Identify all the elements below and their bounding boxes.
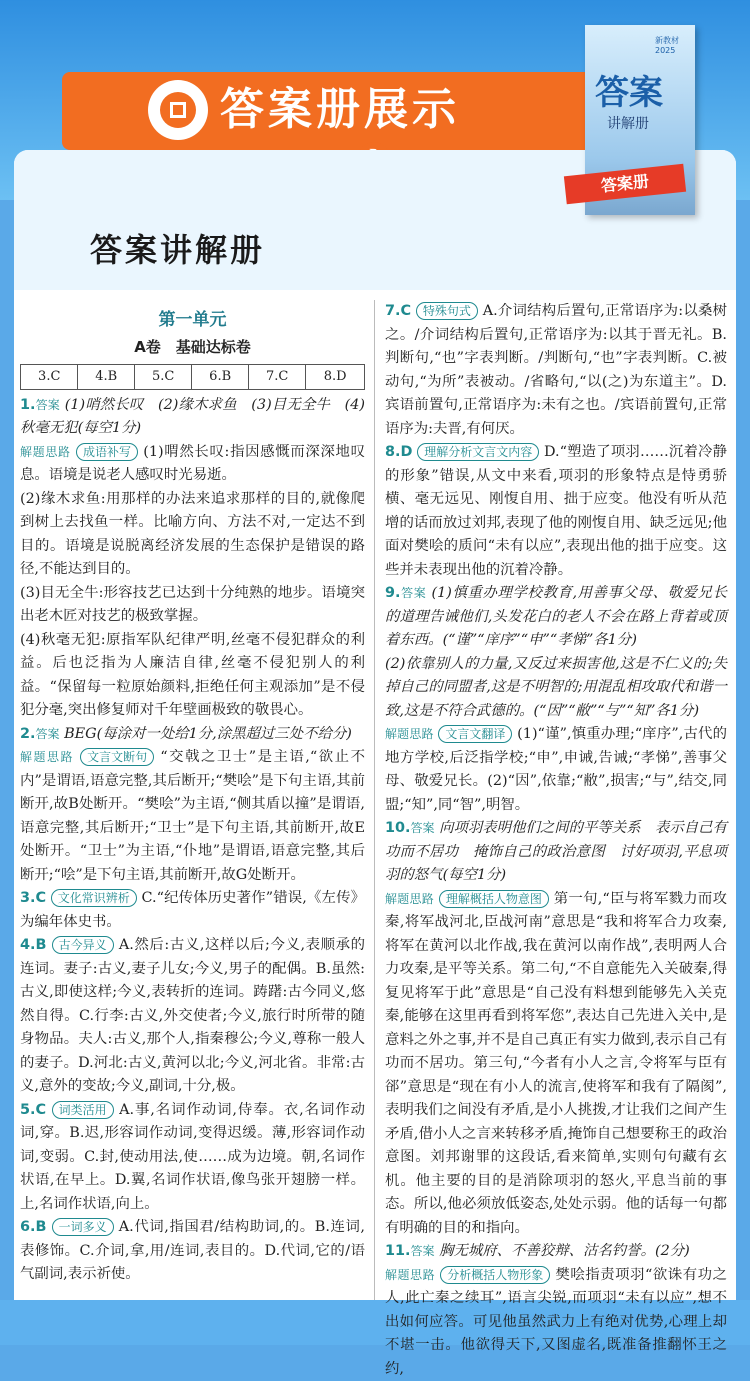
q9-analysis: 解题思路 文言文翻译 (1)“谨”,慎重办理;“庠序”,古代的地方学校,后泛指学校;“申”,申诫,告诫;“孝悌”,善事父母、敬爱兄长。(2)“因”,依靠;“敝”,损害;“与”,结交,同盟;“知”,同“智”,明智。	[385, 723, 727, 817]
book-cover	[585, 25, 695, 215]
q11-answer: 11.答案 胸无城府、不善狡辩、沽名钓誉。(2分)	[385, 1240, 727, 1264]
answer-cell: 4.B	[78, 365, 135, 390]
left-column	[20, 300, 365, 1287]
answer-cell: 7.C	[248, 365, 305, 390]
card-title: 答案讲解册	[90, 225, 265, 271]
q6: 6.B 一词多义 A.代词,指国君/结构助词,的。B.连词,表修饰。C.介词,拿,用/连词,表目的。D.代词,它的/语气副词,表示祈使。	[20, 1216, 365, 1287]
unit-title: 第一单元	[20, 306, 365, 334]
book-year: 新教材 2025	[655, 35, 695, 55]
q2-analysis: 解题思路 文言文断句 “交戟之卫士”是主语,“欲止不内”是谓语,语意完整,其后断开;“樊哙”是下句主语,其前断开,故B处断开。“樊哙”为主语,“侧其盾以撞”是谓语,语意完整,其后断开;“卫士”是下句主语,其前断开,故E处断开。“卫士”为主语,“仆地”是谓语,语意完整,其后断开;“哙”是下句主语,其前断开,故G处断开。	[20, 746, 365, 887]
q1-p4: (4)秋毫无犯:原指军队纪律严明,丝毫不侵犯群众的利益。后也泛指为人廉洁自律,丝毫不侵犯别人的利益。“保留每一粒原始颜料,拒绝任何主观添加”是不侵犯分毫,突出修复师对千年壁画极致的敬畏心。	[20, 629, 365, 723]
q5: 5.C 词类活用 A.事,名词作动词,侍奉。衣,名词作动词,穿。B.迟,形容词作动词,变得迟缓。薄,形容词作动词,变弱。C.封,使动用法,使……成为边境。朝,名词作状语,在早上。D.翼,名词作状语,像鸟张开翅膀一样。上,名词作状语,向上。	[20, 1099, 365, 1217]
q9-answer-1: 9.答案 (1)慎重办理学校教育,用善事父母、敬爱兄长的道理告诫他们,头发花白的老人不会在路上背着或顶着东西。(“谨”“庠序”“申”“孝悌”各1分)	[385, 582, 727, 653]
column-divider	[374, 300, 375, 1300]
answer-cell: 3.C	[21, 365, 78, 390]
q2-tag: 文言文断句	[80, 748, 154, 766]
book-icon	[148, 80, 208, 140]
q10-answer: 10.答案 向项羽表明他们之间的平等关系 表示自己有功而不居功 掩饰自己的政治意图 讨好项羽,平息项羽的怒气(每空1分)	[385, 817, 727, 888]
q8: 8.D 理解分析文言文内容 D.“塑造了项羽……沉着冷静的形象”错误,从文中来看,项羽的形象特点是恃勇骄横、毫无远见、刚愎自用、拙于应变。他没有听从范增的话而放过刘邦,表现了他的刚愎自用、缺乏远见;他面对樊哙的质问“未有以应”,表现出他的拙于应变。这些并未表现出他的沉着冷静。	[385, 441, 727, 582]
paper-title: A卷 基础达标卷	[20, 334, 365, 360]
q1-p3: (3)目无全牛:形容技艺已达到十分纯熟的地步。语境突出老木匠对技艺的极致掌握。	[20, 582, 365, 629]
q2-answer: 2.答案 BEG(每涂对一处给1分,涂黑超过三处不给分)	[20, 723, 365, 747]
q9-answer-2: (2)依靠别人的力量,又反过来损害他,这是不仁义的;失掉自己的同盟者,这是不明智的;用混乱相攻取代和谐一致,这是不符合武德的。(“因”“敝”“与”“知”各1分)	[385, 653, 727, 724]
answer-cell: 5.C	[134, 365, 191, 390]
answer-table	[20, 364, 365, 390]
answer-cell: 6.B	[192, 365, 249, 390]
book-tag: 答案册	[564, 164, 686, 204]
q10-analysis: 解题思路 理解概括人物意图 第一句,“臣与将军戮力而攻秦,将军战河北,臣战河南”意思是“我和将军合力攻秦,将军在黄河以北作战,我在黄河以南作战”,表明两人合力攻秦,是平等关系。第二句,“不自意能先入关破秦,得复见将军于此”意思是“自己没有料想到能够先入关克秦,能够在这里再看到将军您”,表达自己先进入关中,是意料之外之事,并不是自己真正有实力做到,表示自己有功而不居功。第三句,“今者有小人之言,令将军与臣有郤”意思是“现在有小人的流言,使将军和我有了隔阂”,表明我们之间没有矛盾,是小人挑拨,才让我们之间产生矛盾,借小人之言来转移矛盾,掩饰自己想要称王的政治意图。刘邦谢罪的这段话,看来简单,实则句句藏有玄机。他主要的目的是消除项羽的怒火,平息当前的事态。所以,他必须放低姿态,处处示弱。他的话每一句都有明确的目的和指向。	[385, 888, 727, 1241]
book-subtitle: 讲解册	[607, 113, 649, 133]
banner-title: 答案册展示	[220, 80, 460, 140]
q1-answer: 1.答案 (1)哨然长叹 (2)缘木求鱼 (3)目无全牛 (4)秋毫无犯(每空1分)	[20, 394, 365, 441]
q1-tag: 成语补写	[76, 443, 138, 461]
right-column	[385, 300, 727, 1381]
q1-p2: (2)缘木求鱼:用那样的办法来追求那样的目的,就像爬到树上去找鱼一样。比喻方向、方法不对,一定达不到目的。语境是说脱离经济发展的生态保护是错误的路径,不能达到目的。	[20, 488, 365, 582]
answer-cell: 8.D	[306, 365, 365, 390]
book-title: 答案	[595, 65, 663, 114]
q1-analysis: 解题思路 成语补写 (1)喟然长叹:指因感慨而深深地叹息。语境是说老人感叹时光易逝。	[20, 441, 365, 488]
q3: 3.C 文化常识辨析 C.“纪传体历史著作”错误,《左传》为编年体史书。	[20, 887, 365, 934]
q4: 4.B 古今异义 A.然后:古义,这样以后;今义,表顺承的连词。妻子:古义,妻子儿女;今义,男子的配偶。B.虽然:古义,即使这样;今义,表转折的连词。踌躇:古今同义,悠然自得。C.行李:古义,外交使者;今义,旅行时所带的随身物品。夫人:古义,那个人,指秦穆公;今义,尊称一般人的妻子。D.河北:古义,黄河以北;今义,河北省。非常:古义,意外的变故;今义,副词,十分,极。	[20, 934, 365, 1099]
q11-analysis: 解题思路 分析概括人物形象 樊哙指责项羽“欲诛有功之人,此亡秦之续耳”,语言尖锐,而项羽“未有以应”,想不出如何应答。可见他虽然武力上有绝对优势,心理上却不堪一击。他欲得天下,又图虚名,既准备推翻怀王之约,	[385, 1264, 727, 1381]
q7: 7.C 特殊句式 A.介词结构后置句,正常语序为:以桑树之。/介词结构后置句,正常语序为:以其于晋无礼。B.判断句,“也”字表判断。/判断句,“也”字表判断。C.被动句,“为所”表被动。/省略句,“以(之)为东道主”。D.宾语前置句,正常语序为:未有之也。/宾语前置句,正常语序为:夫晋,有何厌。	[385, 300, 727, 441]
